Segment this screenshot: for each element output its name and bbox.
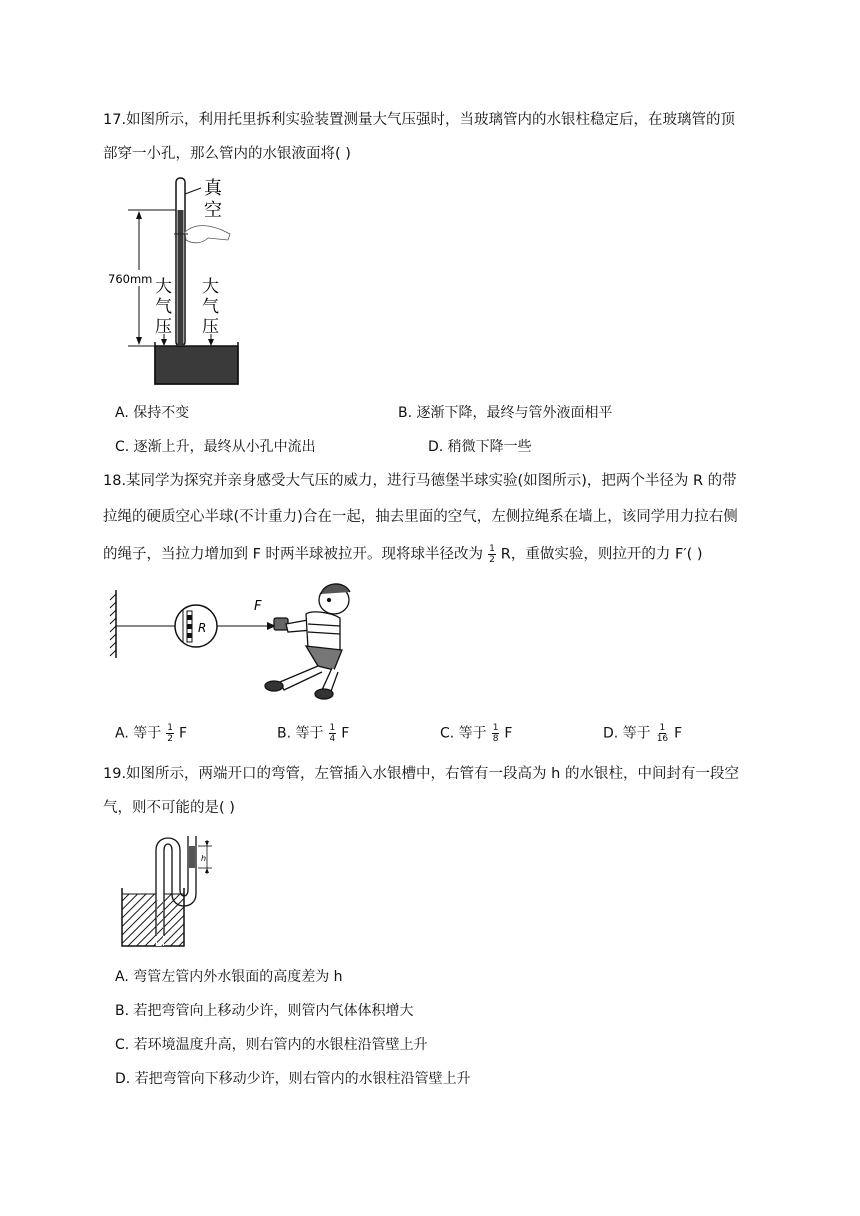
q17-option-b[interactable]: B. 逐渐下降，最终与管外液面相平 bbox=[398, 405, 613, 421]
q18-stem-line3-after: R，重做实验，则拉开的力 F′( ) bbox=[500, 546, 703, 563]
q17-torricelli-figure bbox=[108, 174, 248, 389]
q17-option-c[interactable]: C. 逐渐上升，最终从小孔中流出 bbox=[115, 439, 316, 455]
q18-magdeburg-figure bbox=[108, 580, 363, 702]
q17-left-atm-3: 压 bbox=[155, 317, 172, 337]
q18-force-label: F bbox=[254, 599, 262, 614]
q18-stem-line2: 拉绳的硬质空心半球(不计重力)合在一起，抽去里面的空气，左侧拉绳系在墙上，该同学用力拉右侧 bbox=[103, 509, 738, 525]
q17-stem-line2: 部穿一小孔，那么管内的水银液面将( ) bbox=[103, 146, 351, 162]
q18-stem-line3 bbox=[103, 544, 703, 565]
q19-bent-tube-figure bbox=[114, 832, 224, 950]
q17-option-a[interactable]: A. 保持不变 bbox=[115, 405, 190, 421]
q19-h-label: h bbox=[201, 854, 207, 863]
q19-option-d[interactable]: D. 若把弯管向下移动少许，则右管内的水银柱沿管壁上升 bbox=[115, 1071, 471, 1087]
q17-height-label: 760mm bbox=[108, 272, 153, 286]
q17-left-atm-1: 大 bbox=[155, 277, 172, 297]
q18-option-a[interactable]: A. 等于 $\frac{1}{2}$ F bbox=[115, 723, 188, 744]
q19-option-a[interactable]: A. 弯管左管内外水银面的高度差为 h bbox=[115, 969, 343, 985]
q18-option-c[interactable]: C. 等于 $\frac{1}{8}$ F bbox=[440, 723, 513, 744]
q17-right-atm-2: 气 bbox=[202, 297, 219, 317]
q17-vacuum-label-bottom: 空 bbox=[204, 200, 222, 221]
q19-stem-line1: 19.如图所示，两端开口的弯管，左管插入水银槽中，右管有一段高为 h 的水银柱，中间封有一段空 bbox=[103, 766, 739, 782]
q17-option-d[interactable]: D. 稍微下降一些 bbox=[428, 439, 532, 455]
q19-stem-line2: 气，则不可能的是( ) bbox=[103, 800, 235, 816]
q18-option-b[interactable]: B. 等于 $\frac{1}{4}$ F bbox=[277, 723, 350, 744]
q18-stem-line1: 18.某同学为探究并亲身感受大气压的威力，进行马德堡半球实验(如图所示)，把两个半径为 R 的带 bbox=[103, 473, 737, 489]
q18-stem-line3-before: 的绳子，当拉力增加到 F 时两半球被拉开。现将球半径改为 bbox=[103, 546, 484, 563]
q18-radius-label: R bbox=[198, 621, 207, 635]
q17-left-atm-2: 气 bbox=[155, 297, 172, 317]
q17-vacuum-label-top: 真 bbox=[204, 178, 222, 199]
q17-right-atm-3: 压 bbox=[202, 317, 219, 337]
q18-stem-fraction: $\frac{1}{2}$ bbox=[489, 544, 495, 565]
q19-option-b[interactable]: B. 若把弯管向上移动少许，则管内气体体积增大 bbox=[115, 1003, 414, 1019]
q19-option-c[interactable]: C. 若环境温度升高，则右管内的水银柱沿管壁上升 bbox=[115, 1037, 428, 1053]
q17-right-atm-1: 大 bbox=[202, 277, 219, 297]
q17-stem-line1: 17.如图所示，利用托里拆利实验装置测量大气压强时，当玻璃管内的水银柱稳定后，在玻璃管的顶 bbox=[103, 112, 736, 128]
q18-option-d[interactable]: D. 等于 $\frac{1}{16}$ F bbox=[603, 723, 683, 744]
